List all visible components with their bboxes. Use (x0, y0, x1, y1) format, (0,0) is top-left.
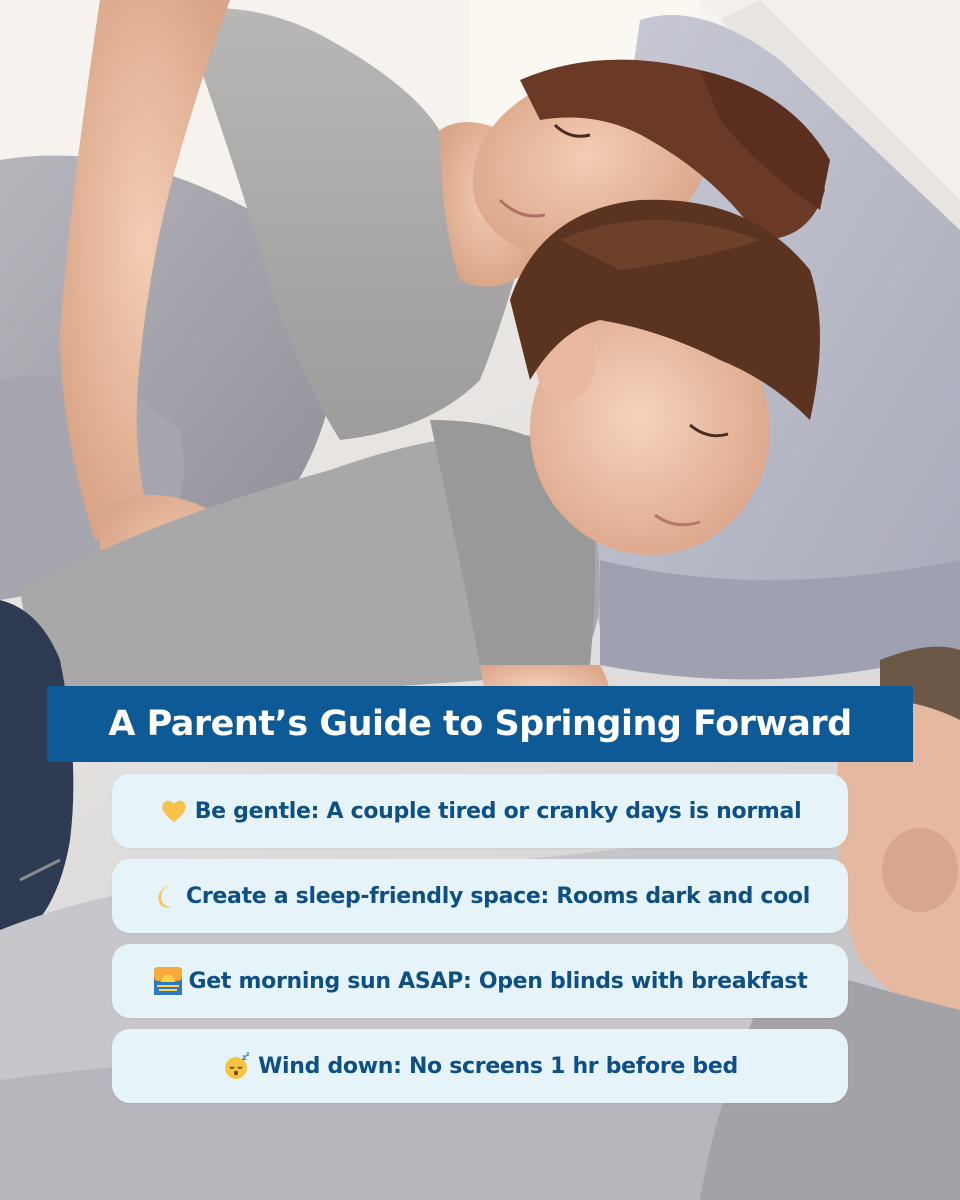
sunrise-icon (153, 966, 183, 996)
tip-text: Get morning sun ASAP: Open blinds with breakfast (188, 968, 808, 994)
tip-text: Be gentle: A couple tired or cranky days is normal (194, 798, 802, 824)
crescent-moon-icon (150, 881, 180, 911)
title-banner (47, 686, 913, 762)
tip-pill (112, 1029, 848, 1103)
tip-pill (112, 944, 848, 1018)
svg-text:z: z (242, 1053, 247, 1062)
sleeping-face-icon (222, 1051, 252, 1081)
tip-text: Wind down: No screens 1 hr before bed (258, 1053, 738, 1079)
tip-pill (112, 774, 848, 848)
tips-list (112, 774, 848, 1114)
tip-text: Create a sleep-friendly space: Rooms dark and cool (186, 883, 810, 909)
page-title: A Parent’s Guide to Springing Forward (108, 704, 852, 744)
yellow-heart-icon (159, 796, 189, 826)
tip-pill (112, 859, 848, 933)
svg-text:z: z (246, 1051, 250, 1058)
